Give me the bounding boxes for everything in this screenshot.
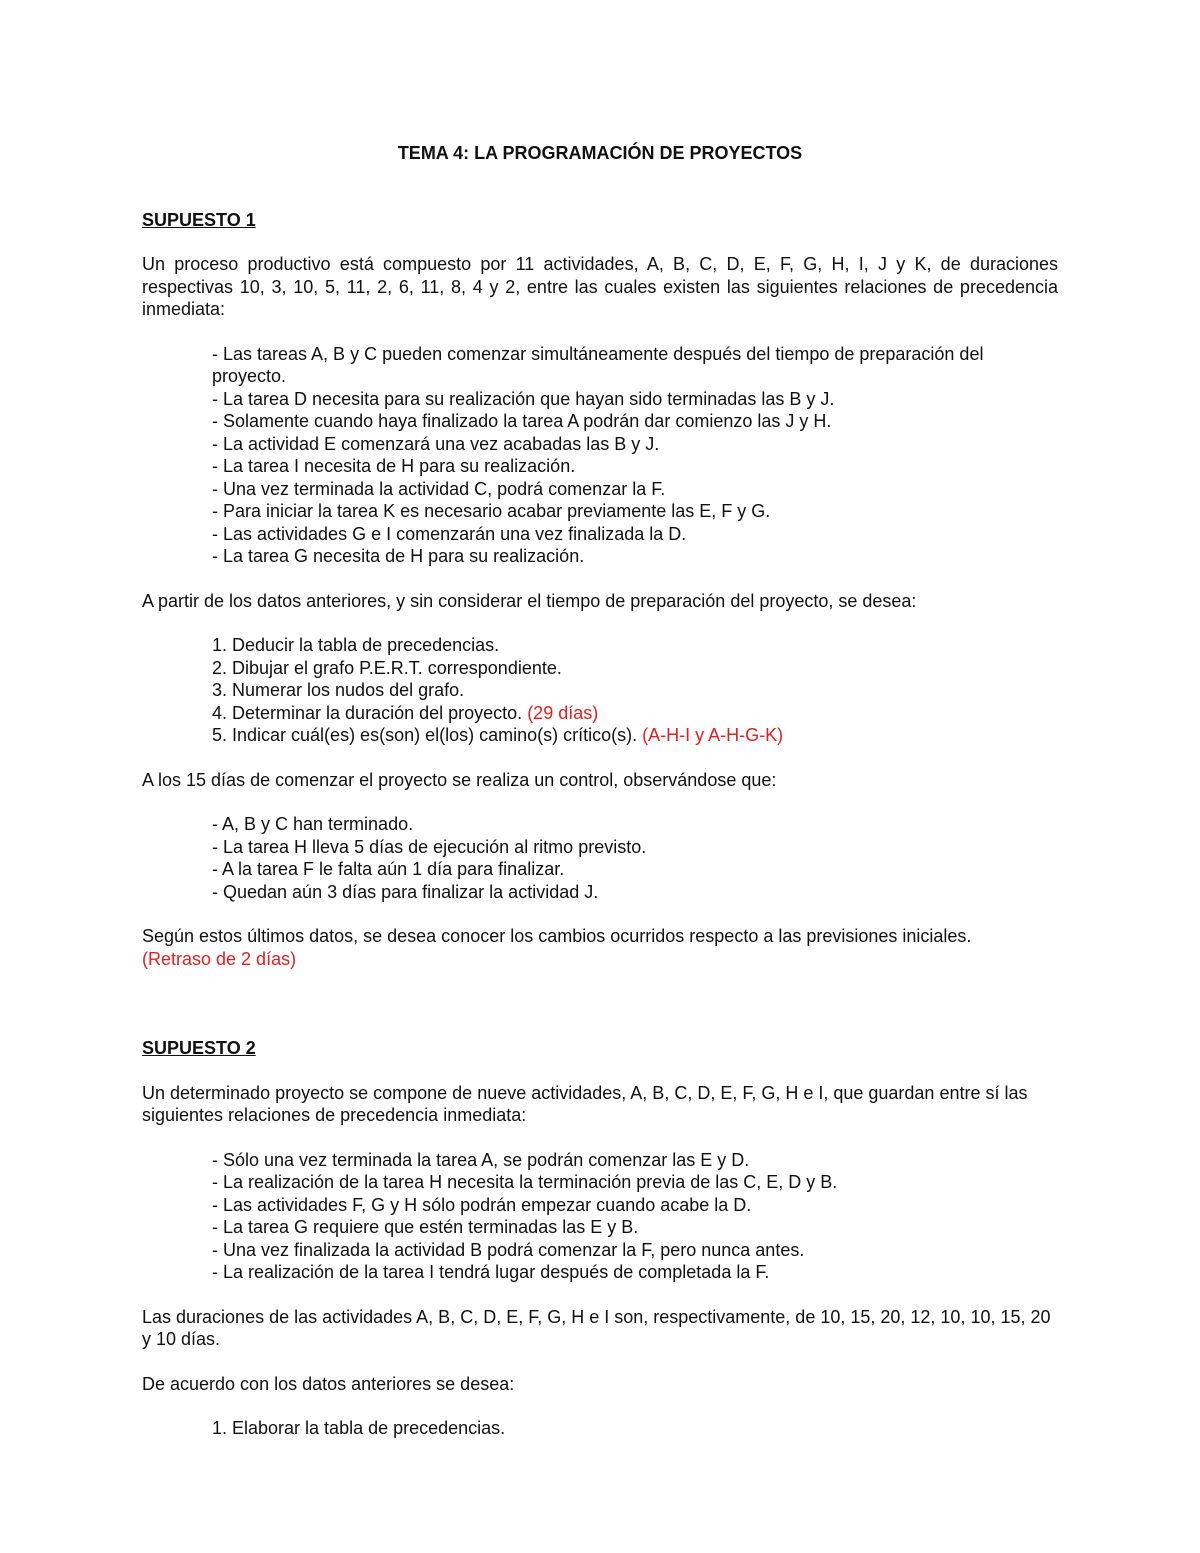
s2-ask: De acuerdo con los datos anteriores se desea: bbox=[142, 1373, 515, 1394]
s1-control-intro: A los 15 días de comenzar el proyecto se realiza un control, observándose que: bbox=[142, 769, 777, 790]
task-item: 1. Elaborar la tabla de precedencias. bbox=[212, 1418, 506, 1438]
task-text: 1. Deducir la tabla de precedencias. bbox=[212, 635, 500, 655]
list-item: - La realización de la tarea I tendrá lugar después de completada la F. bbox=[212, 1262, 770, 1282]
s1-ask: A partir de los datos anteriores, y sin considerar el tiempo de preparación del proyecto, se desea: bbox=[142, 590, 917, 611]
task-text: 3. Numerar los nudos del grafo. bbox=[212, 680, 465, 700]
s2-relations-list bbox=[212, 1149, 1058, 1284]
list-item: - La tarea G necesita de H para su realización. bbox=[212, 546, 585, 566]
s2-durations: Las duraciones de las actividades A, B, C, D, E, F, G, H e I son, respectivamente, de 10, 15, 20, 12, 10, 10, 15, 20 y 10 días. bbox=[142, 1306, 1051, 1349]
task-item bbox=[212, 657, 1058, 680]
s2-intro: Un determinado proyecto se compone de nueve actividades, A, B, C, D, E, F, G, H e I, que guardan entre sí las siguientes relaciones de precedencia inmediata: bbox=[142, 1082, 1028, 1125]
list-item: - La tarea I necesita de H para su realización. bbox=[212, 456, 576, 476]
list-item: - Sólo una vez terminada la tarea A, se podrán comenzar las E y D. bbox=[212, 1149, 750, 1170]
list-item: - Una vez terminada la actividad C, podrá comenzar la F. bbox=[212, 478, 666, 499]
list-item: - La realización de la tarea H necesita la terminación previa de las C, E, D y B. bbox=[212, 1172, 838, 1192]
task-text: 4. Determinar la duración del proyecto. bbox=[212, 702, 523, 723]
answer-text: (Retraso de 2 días) bbox=[142, 948, 297, 969]
s1-intro: Un proceso productivo está compuesto por 11 actividades, A, B, C, D, E, F, G, H, I, J y K, de duraciones respectivas 10, 3, 10, 5, 11, 2, 6, 11, 8, 4 y 2, entre las cuales existen las siguientes relaciones de precedencia inmediata: bbox=[142, 254, 1058, 319]
list-item: - Las actividades F, G y H sólo podrán empezar cuando acabe la D. bbox=[212, 1194, 752, 1215]
s1-closing bbox=[142, 925, 1058, 970]
closing-text: Según estos últimos datos, se desea conocer los cambios ocurridos respecto a las previsiones iniciales. bbox=[142, 926, 972, 946]
list-item: - A, B y C han terminado. bbox=[212, 814, 414, 834]
task-text: 5. Indicar cuál(es) es(son) el(los) camino(s) crítico(s). bbox=[212, 725, 638, 745]
page-title: TEMA 4: LA PROGRAMACIÓN DE PROYECTOS bbox=[397, 143, 803, 163]
list-item: - Solamente cuando haya finalizado la tarea A podrán dar comienzo las J y H. bbox=[212, 411, 832, 431]
task-text: 2. Dibujar el grafo P.E.R.T. correspondiente. bbox=[212, 657, 562, 678]
list-item: - Las actividades G e I comenzarán una vez finalizada la D. bbox=[212, 523, 687, 544]
list-item: - Una vez finalizada la actividad B podrá comenzar la F, pero nunca antes. bbox=[212, 1239, 805, 1260]
answer-text: (29 días) bbox=[527, 702, 599, 723]
list-item: - La actividad E comenzará una vez acabadas las B y J. bbox=[212, 433, 660, 454]
s1-tasks-list bbox=[212, 634, 1058, 747]
section-heading-supuesto-1: SUPUESTO 1 bbox=[142, 209, 256, 230]
list-item: - La tarea G requiere que estén terminadas las E y B. bbox=[212, 1217, 639, 1237]
section-heading-supuesto-2: SUPUESTO 2 bbox=[142, 1038, 256, 1058]
task-item bbox=[212, 724, 1058, 747]
task-item bbox=[212, 702, 1058, 725]
document-page bbox=[142, 142, 1058, 1462]
section-spacer bbox=[142, 992, 1058, 1037]
task-item bbox=[212, 634, 1058, 657]
task-item bbox=[212, 679, 1058, 702]
list-item: - La tarea D necesita para su realización que hayan sido terminadas las B y J. bbox=[212, 388, 835, 409]
list-item: - A la tarea F le falta aún 1 día para finalizar. bbox=[212, 859, 565, 879]
answer-text: (A-H-I y A-H-G-K) bbox=[642, 725, 784, 745]
list-item: - La tarea H lleva 5 días de ejecución al ritmo previsto. bbox=[212, 836, 647, 857]
list-item: - Para iniciar la tarea K es necesario acabar previamente las E, F y G. bbox=[212, 501, 771, 521]
s1-relations-list bbox=[212, 343, 1058, 568]
list-item: - Quedan aún 3 días para finalizar la actividad J. bbox=[212, 881, 599, 902]
s1-control-list bbox=[212, 813, 1058, 903]
s2-tasks-list bbox=[212, 1417, 1058, 1440]
list-item: - Las tareas A, B y C pueden comenzar simultáneamente después del tiempo de preparación del proyecto. bbox=[212, 343, 984, 386]
